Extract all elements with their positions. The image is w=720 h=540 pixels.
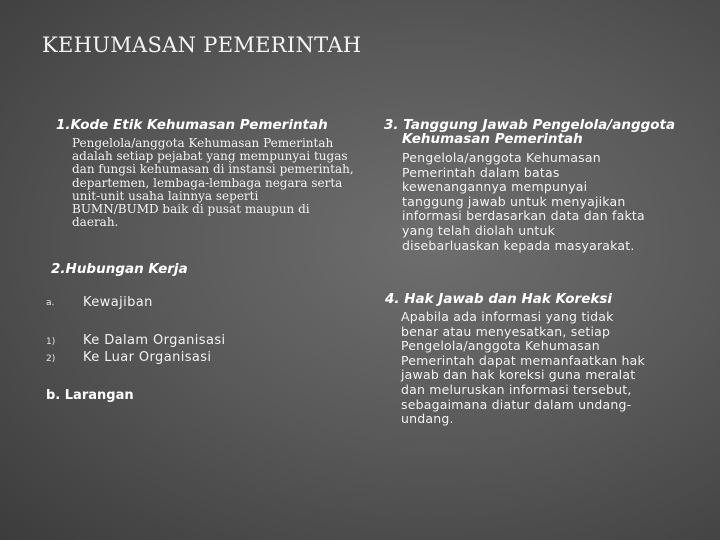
- slide-title: KEHUMASAN PEMERINTAH: [42, 33, 362, 57]
- sub-item-1-marker: 1): [46, 337, 56, 347]
- item-a-marker: a.: [46, 298, 55, 308]
- section4-line: sebagaimana diatur dalam undang-: [401, 396, 632, 412]
- section3-heading-cont: Kehumasan Pemerintah: [402, 131, 583, 147]
- section4-line: Apabila ada informasi yang tidak: [401, 309, 614, 324]
- sub-item-1-label: Ke Dalam Organisasi: [83, 333, 226, 348]
- sub-item-2-marker: 2): [46, 354, 56, 364]
- section2-heading: 2.Hubungan Kerja: [51, 261, 188, 277]
- section1-body: [72, 137, 362, 229]
- section4-line: Pengelola/anggota Kehumasan: [401, 338, 600, 354]
- section4-body: [401, 310, 706, 427]
- section1-heading: 1.Kode Etik Kehumasan Pemerintah: [56, 117, 328, 133]
- section1-line: adalah setiap pejabat yang mempunyai tugas: [72, 149, 348, 164]
- section4-line: undang.: [401, 411, 454, 427]
- item-a-label: Kewajiban: [83, 295, 153, 310]
- section3-line: yang telah diolah untuk: [402, 222, 556, 238]
- section4-line: benar atau menyesatkan, setiap: [401, 323, 611, 339]
- section3-line: informasi berdasarkan data dan fakta: [402, 208, 645, 224]
- item-b-label: b. Larangan: [46, 388, 134, 403]
- section4-heading: 4. Hak Jawab dan Hak Koreksi: [385, 291, 613, 307]
- section1-line: daerah.: [72, 215, 119, 230]
- section1-line: BUMN/BUMD baik di pusat maupun di: [72, 202, 310, 217]
- section1-line: unit-unit usaha lainnya seperti: [72, 188, 259, 203]
- section3-line: Pemerintah dalam batas: [402, 164, 560, 180]
- section4-line: jawab dan hak koreksi guna meralat: [401, 367, 636, 383]
- section3-heading: 3. Tanggung Jawab Pengelola/anggota: [384, 117, 676, 133]
- section3-line: disebarluaskan kepada masyarakat.: [402, 237, 635, 253]
- section3-body: [402, 151, 702, 253]
- section3-line: tanggung jawab untuk menyajikan: [402, 193, 626, 209]
- section4-line: dan meluruskan informasi tersebut,: [401, 381, 632, 397]
- section4-line: Pemerintah dapat memanfaatkan hak: [401, 352, 645, 368]
- section1-line: departemen, lembaga-lembaga negara serta: [72, 175, 343, 190]
- section1-line: dan fungsi kehumasan di instansi pemerintah,: [72, 162, 354, 177]
- section1-line: Pengelola/anggota Kehumasan Pemerintah: [72, 136, 334, 150]
- sub-item-2-label: Ke Luar Organisasi: [83, 350, 212, 365]
- section3-line: kewenangannya mempunyai: [402, 179, 588, 195]
- section3-line: Pengelola/anggota Kehumasan: [402, 150, 601, 165]
